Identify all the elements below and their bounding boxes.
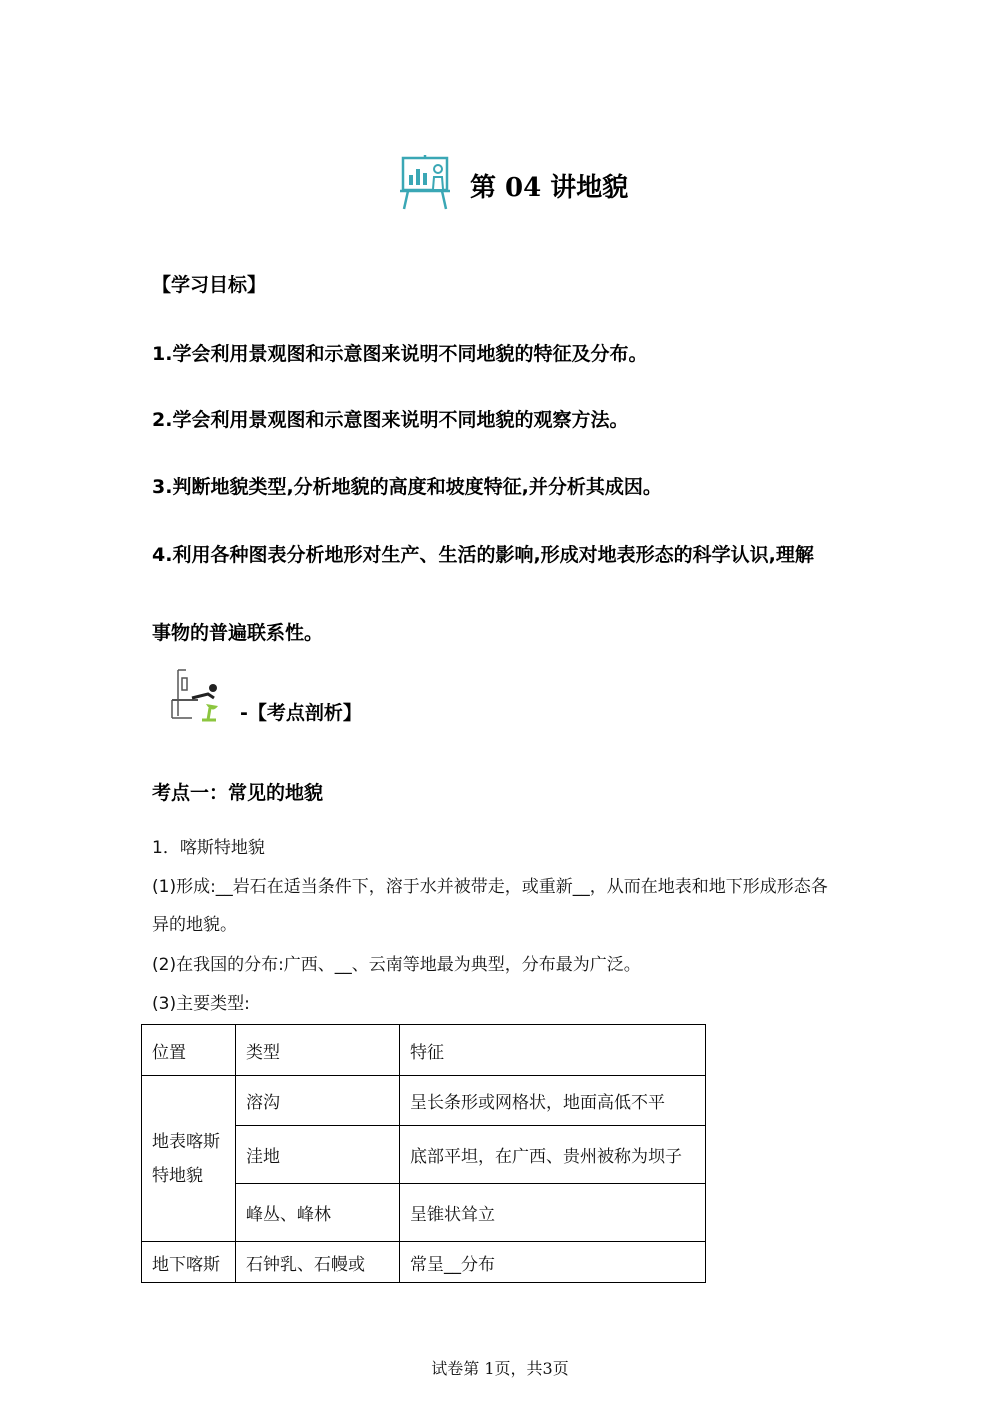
analysis-heading: -【考点剖析】 (240, 702, 362, 724)
table-header-row (142, 1025, 706, 1076)
feature-cell: 底部平坦，在广西、贵州被称为坝子 (400, 1126, 706, 1184)
presentation-board-icon (400, 155, 452, 215)
header-cell: 位置 (142, 1025, 236, 1076)
location-text: 特地貌 (152, 1165, 203, 1186)
type-cell: 洼地 (236, 1126, 400, 1184)
section-heading: 考点一：常见的地貌 (152, 782, 324, 804)
location-cell (142, 1076, 236, 1242)
formation-text-cont: 异的地貌。 (152, 915, 237, 935)
person-at-desk-icon (168, 668, 220, 726)
distribution-text: (2)在我国的分布:广西、__、云南等地最为典型，分布最为广泛。 (152, 955, 641, 975)
type-cell: 石钟乳、石幔或 (236, 1242, 400, 1283)
page-footer: 试卷第 1页，共3页 (431, 1359, 569, 1378)
header-cell: 类型 (236, 1025, 400, 1076)
objectives-heading: 【学习目标】 (152, 274, 267, 296)
feature-cell: 呈锥状耸立 (400, 1184, 706, 1242)
table-row (142, 1076, 706, 1126)
objective-item: 4.利用各种图表分析地形对生产、生活的影响,形成对地表形态的科学认识,理解 (152, 544, 814, 566)
objective-item: 2.学会利用景观图和示意图来说明不同地貌的观察方法。 (152, 409, 629, 431)
feature-cell: 常呈__分布 (400, 1242, 706, 1283)
subsection-title: 1．喀斯特地貌 (152, 838, 265, 858)
objective-item: 1.学会利用景观图和示意图来说明不同地貌的特征及分布。 (152, 343, 648, 365)
location-cell: 地下喀斯 (142, 1242, 236, 1283)
types-label: (3)主要类型: (152, 994, 250, 1014)
type-cell: 峰丛、峰林 (236, 1184, 400, 1242)
formation-text: (1)形成:__岩石在适当条件下，溶于水并被带走，或重新__，从而在地表和地下形成形态各 (152, 877, 828, 897)
feature-cell: 呈长条形或网格状，地面高低不平 (400, 1076, 706, 1126)
title-block (400, 155, 628, 215)
objective-item: 事物的普遍联系性。 (152, 622, 324, 644)
table-row (142, 1242, 706, 1283)
header-cell: 特征 (400, 1025, 706, 1076)
type-cell: 溶沟 (236, 1076, 400, 1126)
karst-types-table (141, 1024, 706, 1283)
objective-item: 3.判断地貌类型,分析地貌的高度和坡度特征,并分析其成因。 (152, 476, 662, 498)
page-title: 第 04 讲地貌 (470, 172, 629, 203)
location-text: 地表喀斯 (152, 1131, 220, 1152)
